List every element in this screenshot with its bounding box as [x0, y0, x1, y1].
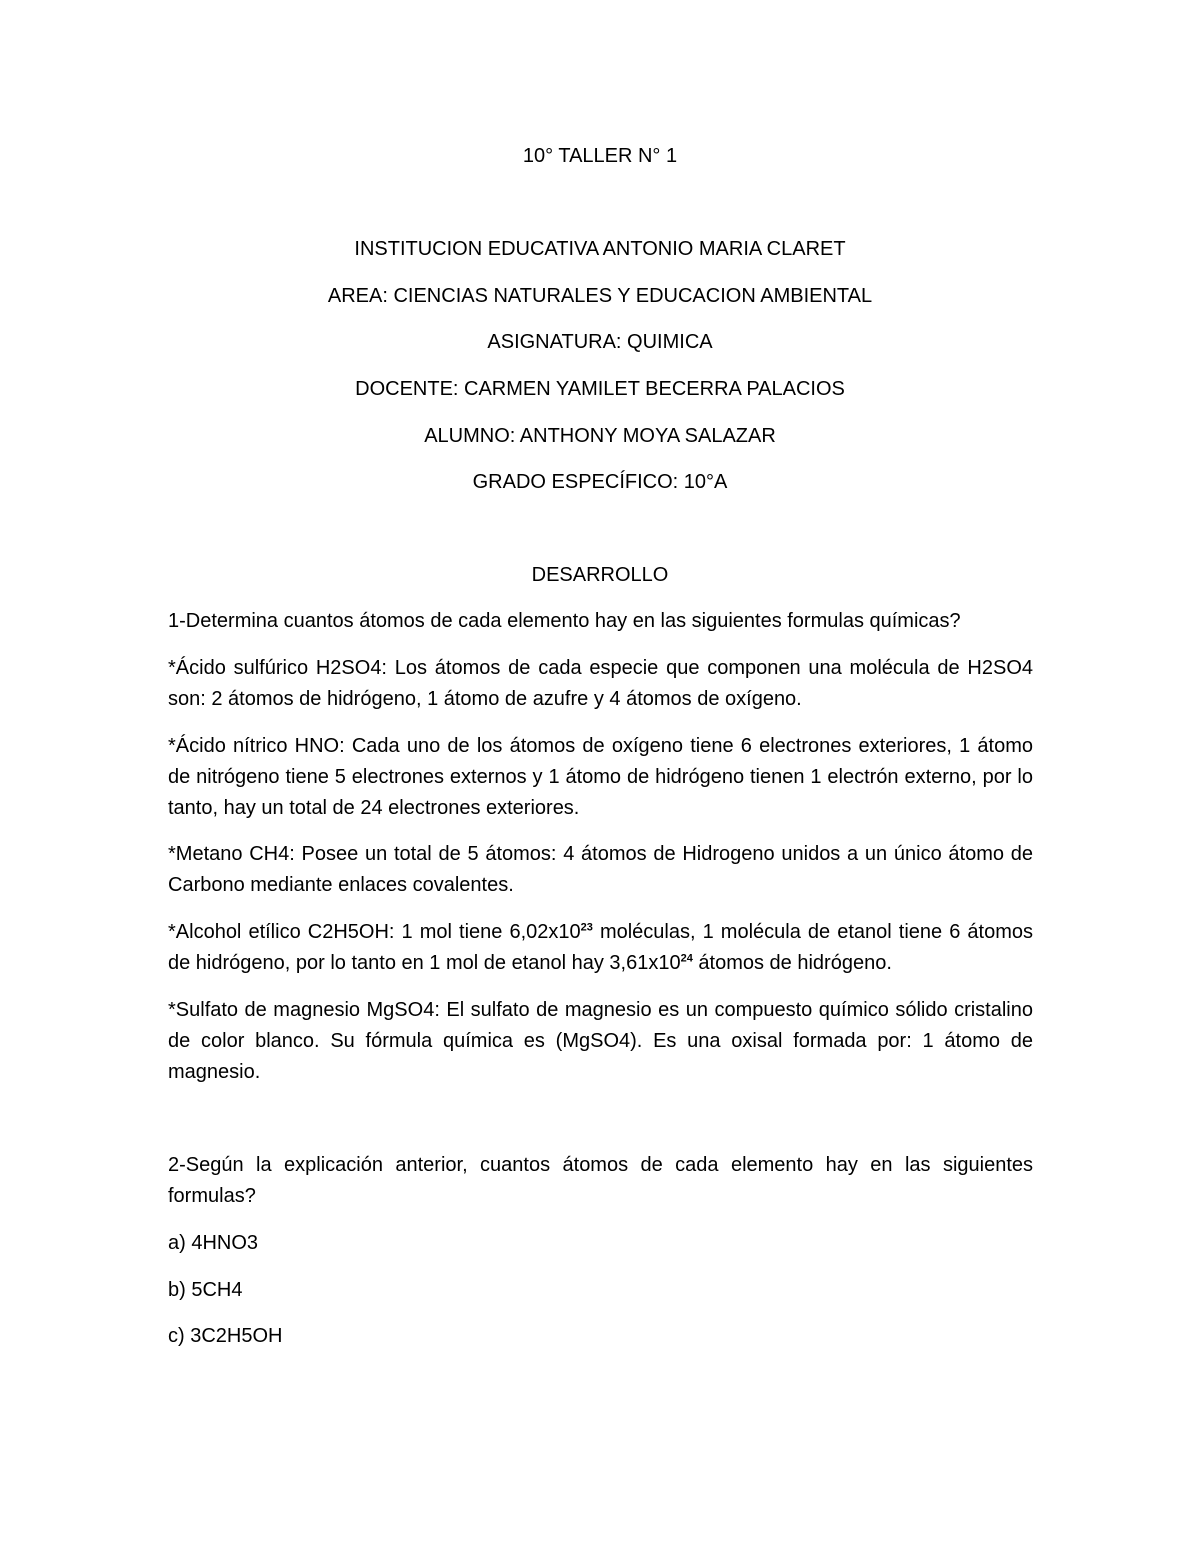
- ethanol-exponent-1: 23: [580, 921, 593, 934]
- question-2-prompt: 2-Según la explicación anterior, cuantos átomos de cada elemento hay en las siguientes formulas?: [168, 1154, 1033, 1207]
- area-line: AREA: CIENCIAS NATURALES Y EDUCACION AMBIENTAL: [327, 285, 873, 307]
- answer-magnesium-sulfate: *Sulfato de magnesio MgSO4: El sulfato de magnesio es un compuesto químico sólido cristalino de color blanco. Su fórmula química es (MgSO4). Es una oxisal formada por: 1 átomo de magnesio.: [168, 999, 1033, 1083]
- answer-sulfuric-acid: *Ácido sulfúrico H2SO4: Los átomos de cada especie que componen una molécula de H2SO4 son: 2 átomos de hidrógeno, 1 átomo de azufre y 4 átomos de oxígeno.: [168, 657, 1033, 710]
- subject-line: ASIGNATURA: QUIMICA: [487, 331, 713, 353]
- grade-line: GRADO ESPECÍFICO: 10°A: [472, 471, 728, 493]
- question-1-prompt: 1-Determina cuantos átomos de cada elemento hay en las siguientes formulas químicas?: [168, 610, 961, 632]
- student-line: ALUMNO: ANTHONY MOYA SALAZAR: [424, 425, 776, 447]
- answer-nitric-acid: *Ácido nítrico HNO: Cada uno de los átomos de oxígeno tiene 6 electrones exteriores, 1 átomo de nitrógeno tiene 5 electrones externos y 1 átomo de hidrógeno tienen 1 electrón externo, por lo tanto, hay un total de 24 electrones exteriores.: [168, 735, 1033, 819]
- ethanol-text-2: moléculas, 1 molécula de etanol tiene 6 átomos de hidrógeno, por lo tanto en 1 mol de etanol hay 3,61x10: [168, 921, 1034, 974]
- answer-methane: *Metano CH4: Posee un total de 5 átomos: 4 átomos de Hidrogeno unidos a un único átomo de Carbono mediante enlaces covalentes.: [168, 843, 1033, 896]
- option-b: b) 5CH4: [168, 1279, 243, 1301]
- option-c: c) 3C2H5OH: [168, 1325, 283, 1347]
- document-title: 10° TALLER N° 1: [522, 145, 678, 167]
- answer-ethanol: [168, 917, 1033, 979]
- ethanol-text-3: átomos de hidrógeno.: [692, 952, 892, 974]
- ethanol-exponent-2: 24: [680, 952, 693, 965]
- option-a: a) 4HNO3: [168, 1232, 259, 1254]
- ethanol-text-1: *Alcohol etílico C2H5OH: 1 mol tiene 6,02x10: [168, 921, 581, 943]
- teacher-line: DOCENTE: CARMEN YAMILET BECERRA PALACIOS: [355, 378, 845, 400]
- section-title: DESARROLLO: [531, 564, 669, 586]
- institution-line: INSTITUCION EDUCATIVA ANTONIO MARIA CLARET: [354, 238, 846, 260]
